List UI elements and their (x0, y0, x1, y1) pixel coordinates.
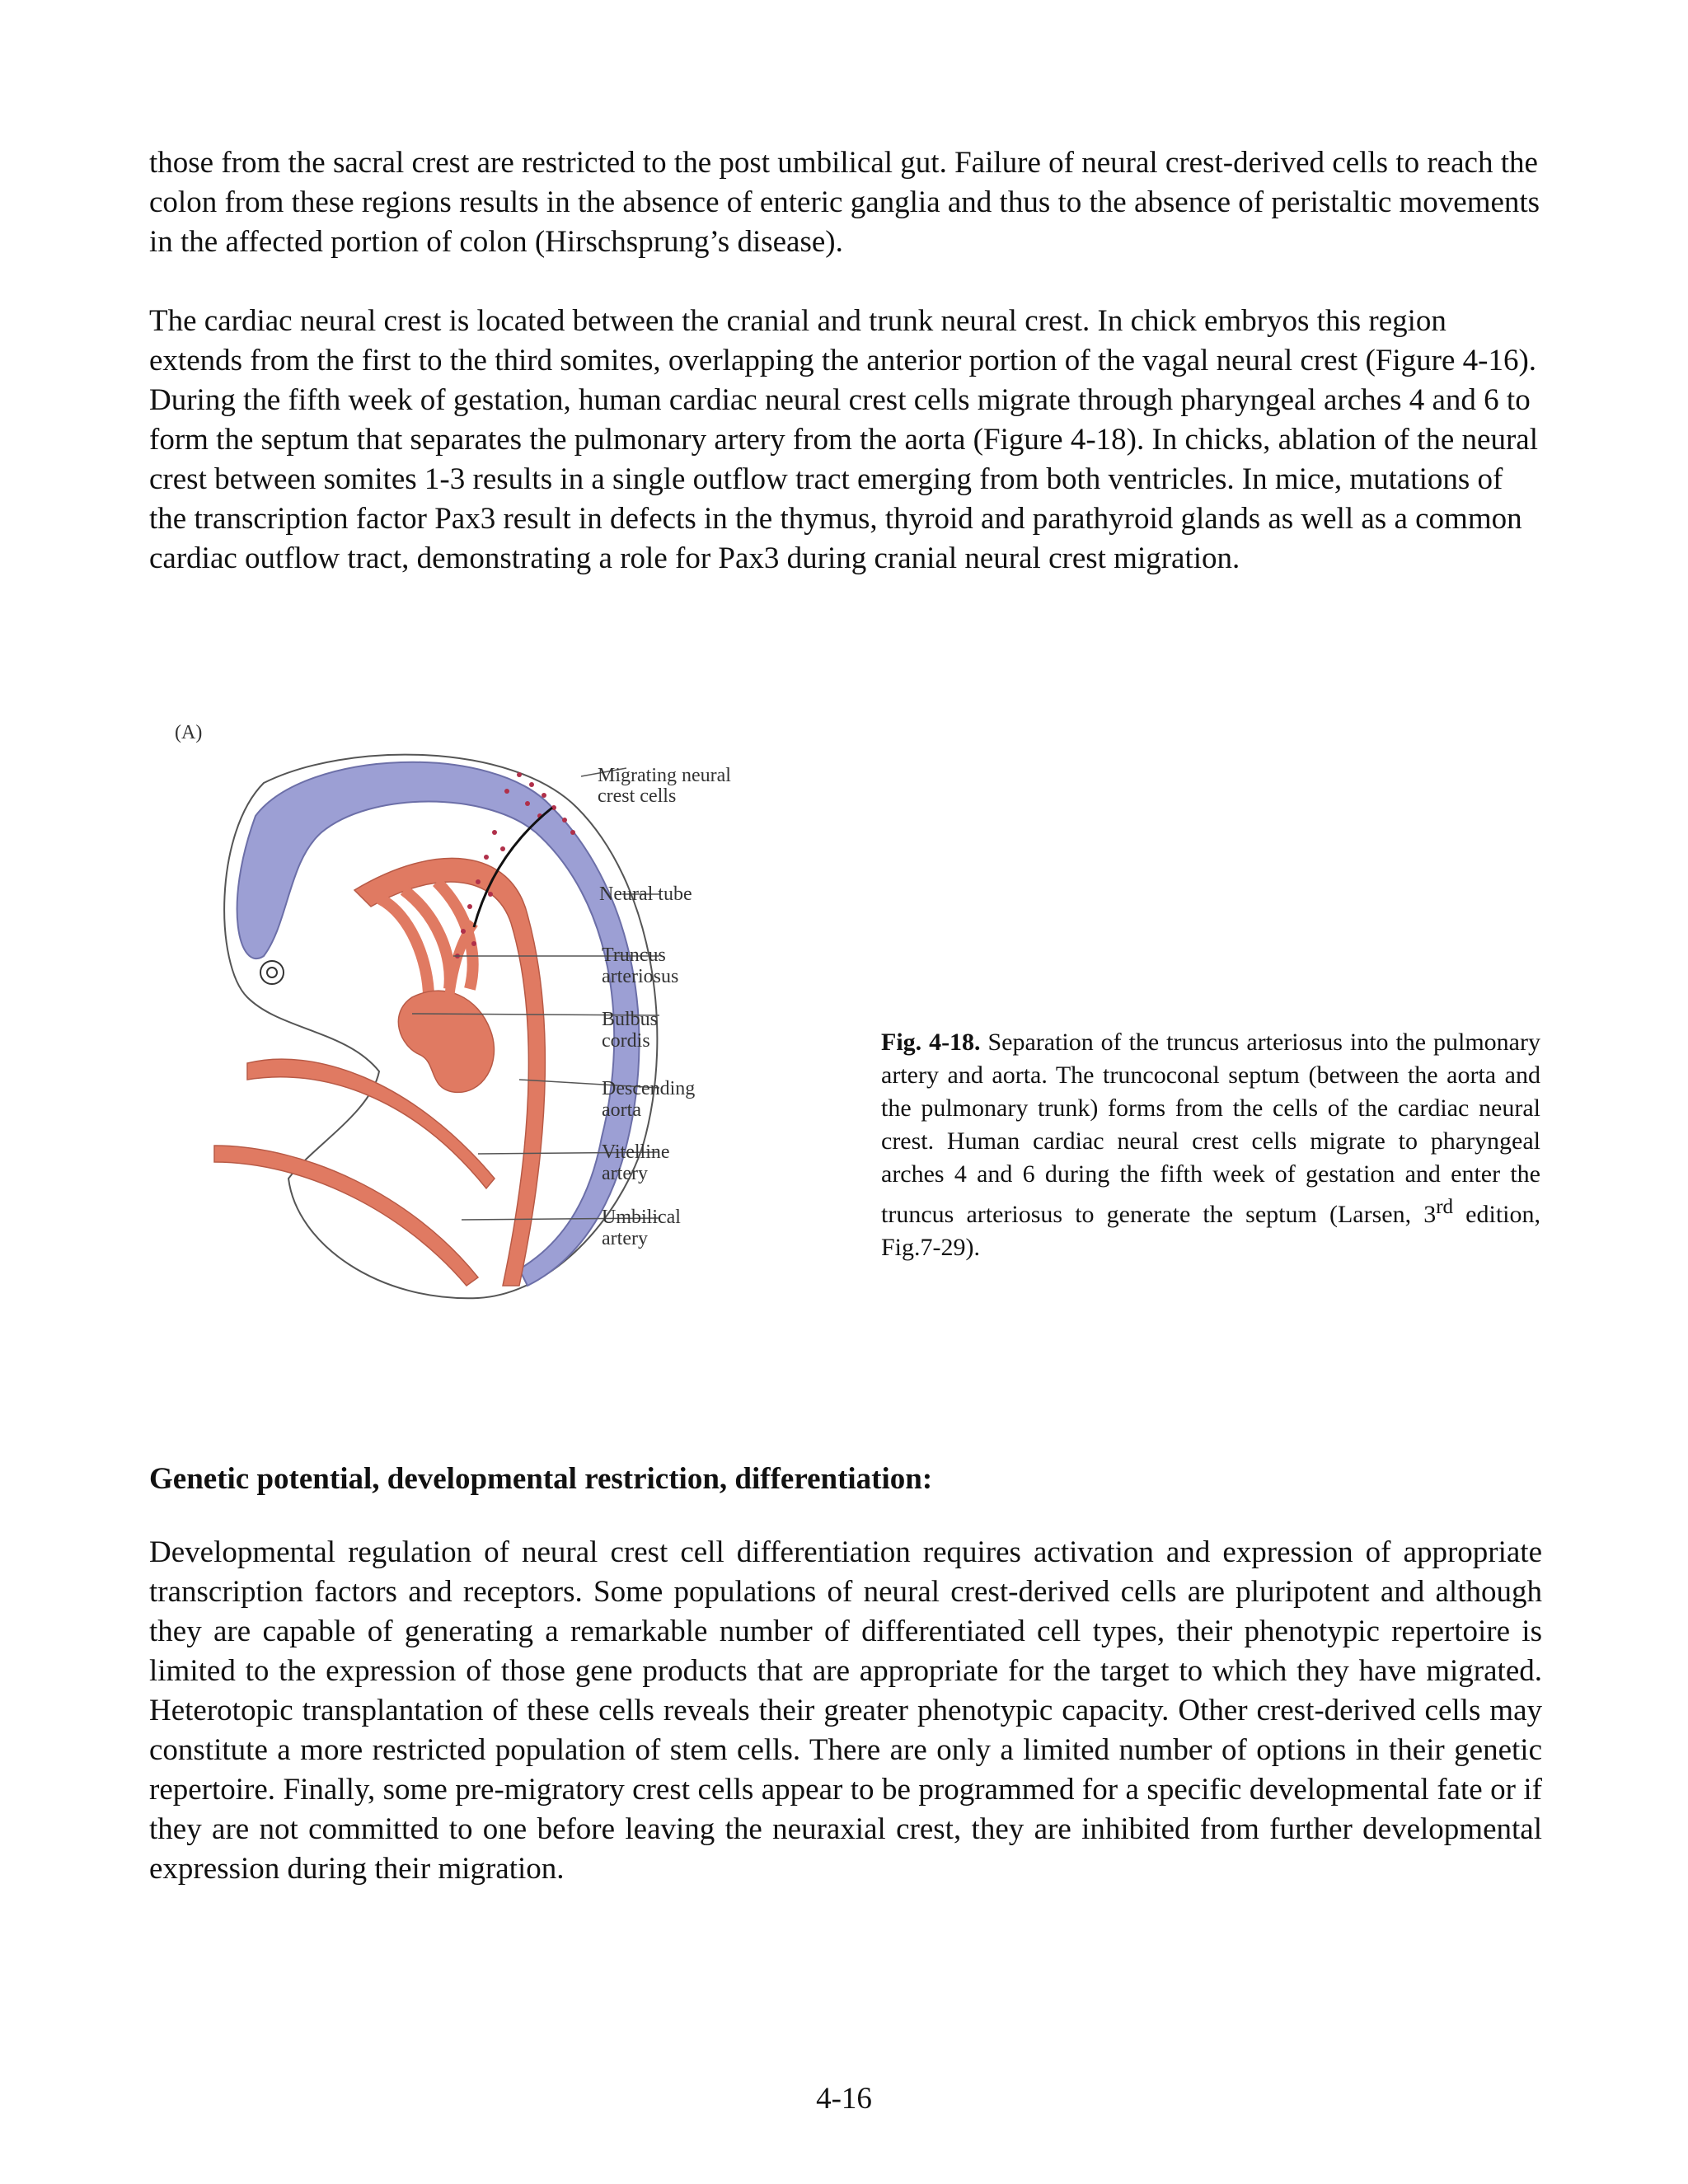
label-neural-tube: Neural tube (599, 883, 692, 905)
pharyngeal-arch-arteries (379, 882, 473, 997)
label-arteriosus: arteriosus (602, 966, 679, 987)
paragraph-cardiac-neural-crest: The cardiac neural crest is located between the cranial and trunk neural crest. In chick embryos this region extends from the first to the third somites, overlapping the anterior portion of the vagal neural crest (Figure 4-16). During the fifth week of gestation, human cardiac neural crest cells migrate through pharyngeal arches 4 and 6 to form the septum that separates the pulmonary artery from the aorta (Figure 4-18). In chicks, ablation of the neural crest between somites 1-3 results in a single outflow tract emerging from both ventricles. In mice, mutations of the transcription factor Pax3 result in defects in the thymus, thyroid and parathyroid glands as well as a common cardiac outflow tract, demonstrating a role for Pax3 during cranial neural crest migration. (149, 304, 1538, 575)
umbilical-artery-shape (214, 1146, 478, 1286)
label-truncus: Truncus (602, 944, 666, 966)
page-number: 4-16 (816, 2082, 872, 2116)
caption-text: Separation of the truncus arteriosus into the pulmonary artery and aorta. The truncoconal septum (between the aorta and the pulmonary trunk) forms from the cells of the cardiac neural crest. Human cardiac neural crest cells migrate to pharyngeal arches 4 and 6 during the fifth week of gestation and enter the truncus arteriosus to generate the septum (Larsen, 3 (881, 1029, 1540, 1228)
figure-4-18-embryo-illustration (165, 717, 791, 1310)
section-heading: Genetic potential, developmental restriction, differentiation: (149, 1462, 933, 1496)
paragraph-developmental-regulation: Developmental regulation of neural crest cell differentiation requires activation and expression of appropriate transcription factors and receptors. Some populations of neural crest-derived cells are pluripotent and although they are capable of generating a remarkable number of differentiated cell types, their phenotypic repertoire is limited to the expression of those gene products that are appropriate for the target to which they have migrated. Heterotopic transplantation of these cells reveals their greater phenotypic capacity. Other crest-derived cells may constitute a more restricted population of stem cells. There are only a limited number of options in their genetic repertoire. Finally, some pre-migratory crest cells appear to be programmed for a specific developmental fate or if they are not committed to one before leaving the neuraxial crest, they are inhibited from further developmental expression during their migration. (149, 1535, 1542, 1886)
label-bulbus: Bulbus (602, 1009, 659, 1030)
label-vitelline-artery: artery (602, 1163, 648, 1184)
label-aorta: aorta (602, 1099, 641, 1121)
paragraph-hirschsprung: those from the sacral crest are restricted to the post umbilical gut. Failure of neural crest-derived cells to reach the colon from these regions results in the absence of enteric ganglia and thus to the absence of peristaltic movements in the affected portion of colon (Hirschsprung’s disease). (149, 146, 1540, 259)
caption-label: Fig. 4-18. (881, 1029, 981, 1056)
label-umbilical-artery: artery (602, 1228, 648, 1249)
figure-caption (881, 1026, 1540, 1264)
label-crest-cells: crest cells (598, 785, 677, 807)
label-descending: Descending (602, 1078, 696, 1099)
label-cordis: cordis (602, 1030, 650, 1052)
label-vitelline: Vitelline (602, 1141, 670, 1163)
eye-pupil (267, 968, 277, 977)
figure-panel-label: (A) (175, 722, 203, 743)
heart-bulbus-cordis-shape (398, 991, 494, 1092)
eye-shape (260, 961, 284, 984)
caption-superscript: rd (1436, 1196, 1454, 1218)
label-umbilical: Umbilical (602, 1207, 681, 1228)
label-migrating-neural: Migrating neural (598, 765, 731, 786)
caption-text-end: edition, Fig.7-29). (881, 1201, 1540, 1261)
